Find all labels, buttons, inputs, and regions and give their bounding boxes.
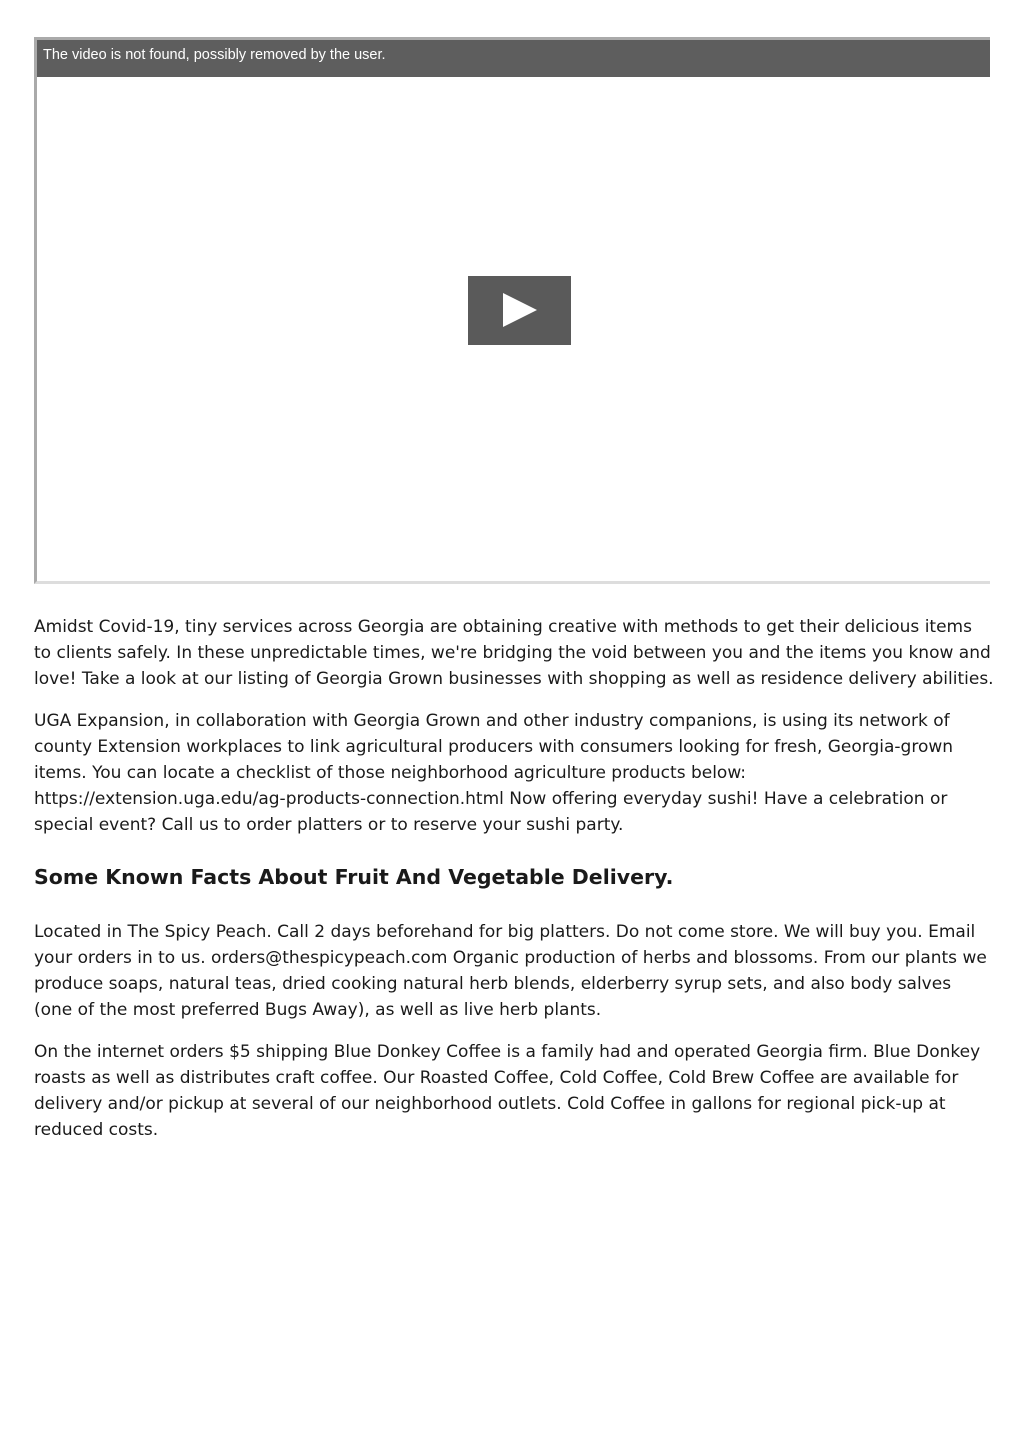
paragraph-intro: Amidst Covid-19, tiny services across Georgia are obtaining creative with methods to get their delicious items to clients safely. In these unpredictable times, we're bridging the void between you and the items you know and love! Take a look at our listing of Georgia Grown businesses with shopping as well as residence delivery abilities. bbox=[34, 617, 994, 689]
video-error-message: The video is not found, possibly removed by the user. bbox=[37, 40, 990, 77]
paragraph-uga-extension: UGA Expansion, in collaboration with Georgia Grown and other industry companions, is using its network of county Extension workplaces to link agricultural producers with consumers looking for fresh, Georgia-grown items. You can locate a checklist of those neighborhood agriculture products below: https://extension.uga.edu/ag-products-connection.html Now offering everyday sushi! Have a celebration or special event? Call us to order platters or to reserve your sushi party. bbox=[34, 711, 954, 835]
paragraph-spicy-peach: Located in The Spicy Peach. Call 2 days beforehand for big platters. Do not come store. We will buy you. Email your orders in to us. orders@thespicypeach.com Organic production of herbs and blossoms. From our plants we produce soaps, natural teas, dried cooking natural herb blends, elderberry syrup sets, and also body salves (one of the most preferred Bugs Away), as well as live herb plants. bbox=[34, 922, 987, 1020]
play-button[interactable] bbox=[468, 276, 571, 345]
play-triangle-icon bbox=[503, 293, 537, 327]
video-embed[interactable] bbox=[34, 37, 990, 584]
paragraph-blue-donkey: On the internet orders $5 shipping Blue Donkey Coffee is a family had and operated Georgia firm. Blue Donkey roasts as well as distributes craft coffee. Our Roasted Coffee, Cold Coffee, Cold Brew Coffee are available for delivery and/or pickup at several of our neighborhood outlets. Cold Coffee in gallons for regional pick-up at reduced costs. bbox=[34, 1042, 981, 1140]
section-heading: Some Known Facts About Fruit And Vegetable Delivery. bbox=[34, 865, 674, 889]
article-body bbox=[34, 614, 994, 1159]
